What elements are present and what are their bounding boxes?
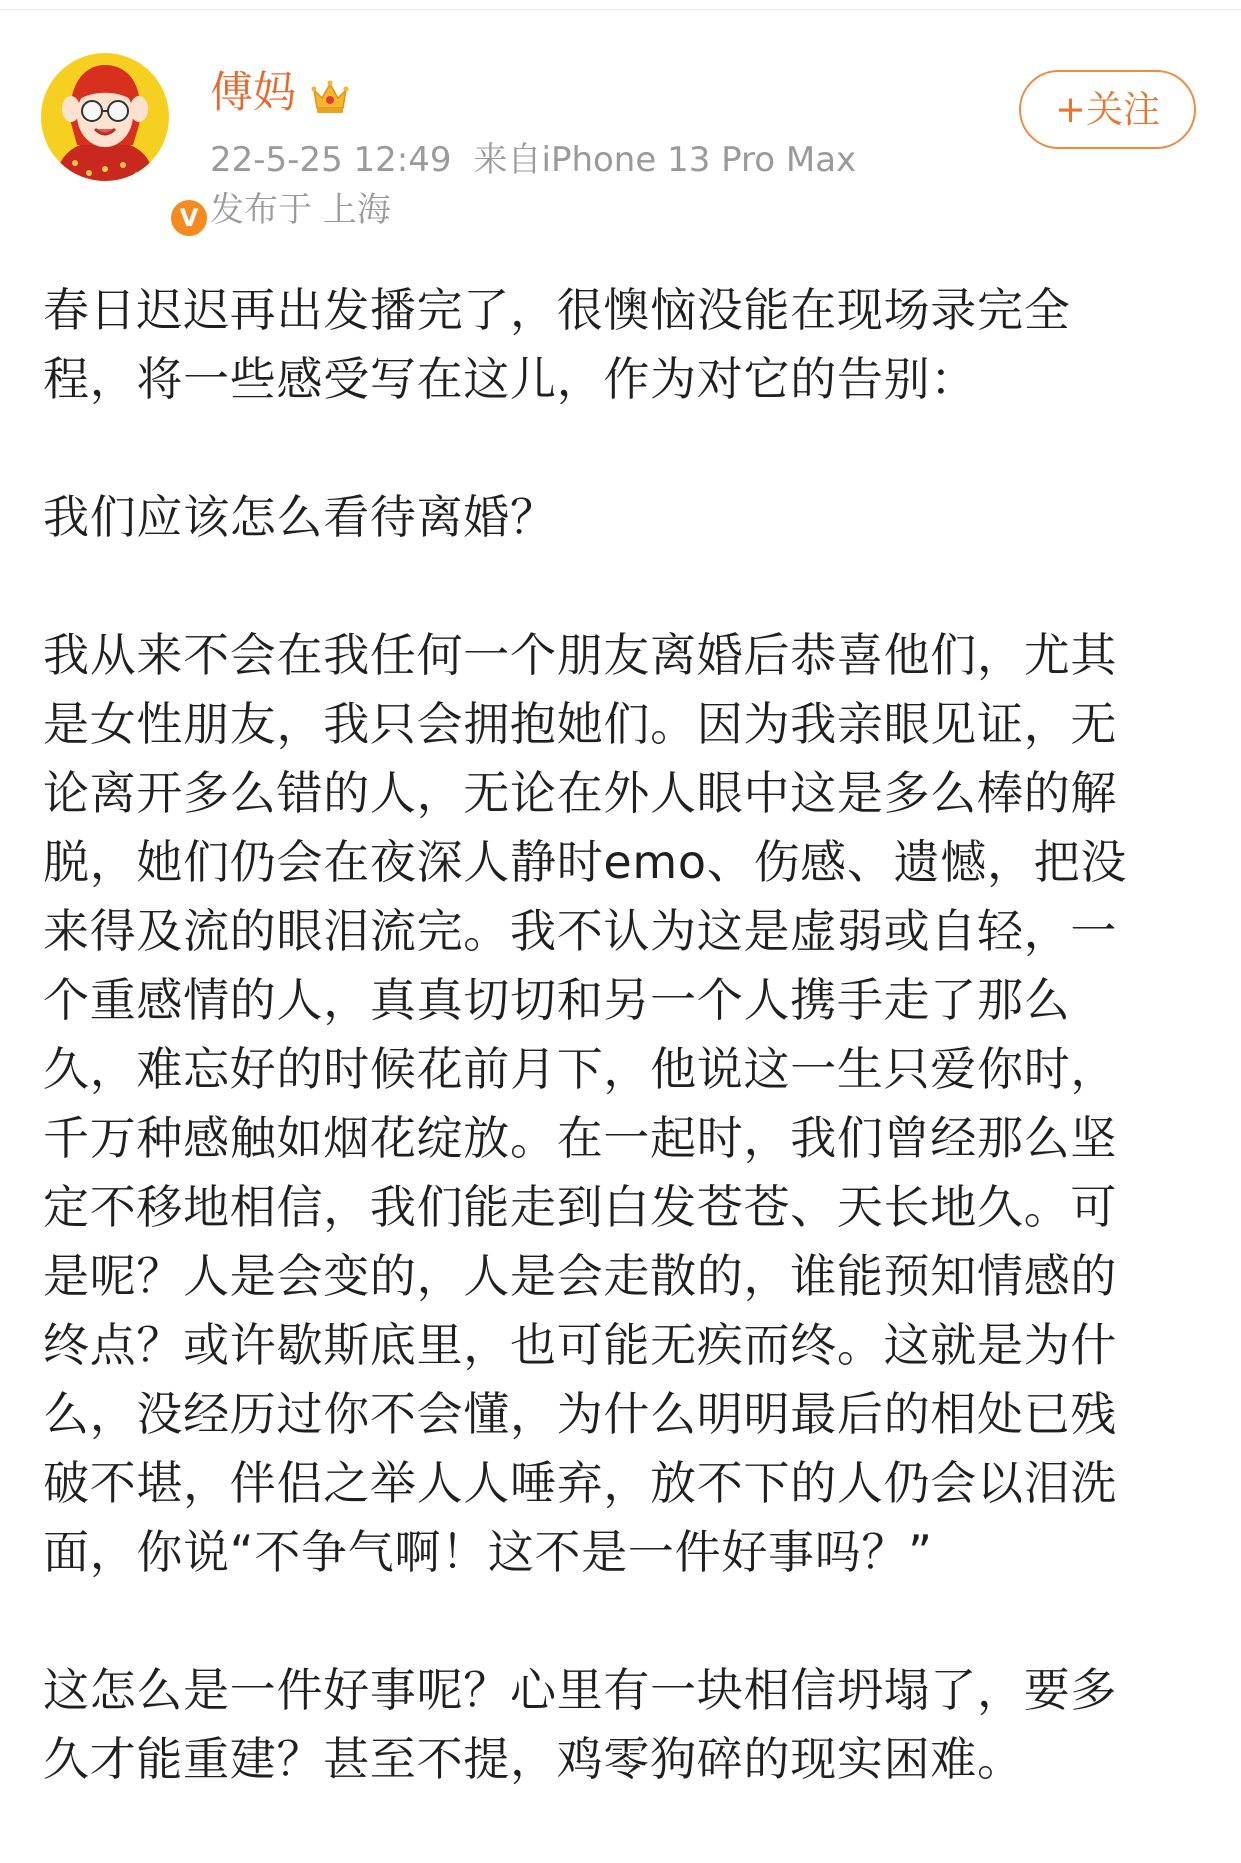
text-line: 春日迟迟再出发播完了，很懊恼没能在现场录完全 [43,283,1071,337]
text-line: 久才能重建？甚至不提，鸡零狗碎的现实困难。 [43,1732,1024,1786]
text-line: 这怎么是一件好事呢？心里有一块相信坍塌了，要多 [43,1663,1118,1717]
text-line: 面，你说“不争气啊！这不是一件好事吗？” [43,1525,933,1579]
verified-badge-icon: V [168,197,210,239]
text-line: 是女性朋友，我只会拥抱她们。因为我亲眼见证，无 [43,697,1118,751]
post-body [43,276,1223,1863]
post-meta [210,138,856,182]
text-line: 程，将一些感受写在这儿，作为对它的告别： [43,352,977,406]
text-line: 脱，她们仍会在夜深人静时emo、伤感、遗憾，把没 [43,835,1128,889]
paragraph [43,276,1223,414]
avatar-illustration [41,53,169,181]
author-name[interactable]: 傅妈 [210,68,296,118]
avatar[interactable] [41,53,199,232]
text-line: 论离开多么错的人，无论在外人眼中这是多么棒的解 [43,766,1118,820]
text-line: 我从来不会在我任何一个朋友离婚后恭喜他们，尤其 [43,628,1118,682]
top-divider [0,9,1241,10]
post-source: 来自iPhone 13 Pro Max [473,140,857,180]
crown-icon[interactable] [309,76,351,118]
follow-button[interactable]: +关注 [1019,70,1196,149]
text-line: 么，没经历过你不会懂，为什么明明最后的相处已残 [43,1387,1118,1441]
text-line: 定不移地相信，我们能走到白发苍苍、天长地久。可 [43,1180,1118,1234]
text-line: 我们应该怎么看待离婚？ [43,490,557,544]
paragraph [43,1656,1223,1794]
text-line: 千万种感触如烟花绽放。在一起时，我们曾经那么坚 [43,1111,1118,1165]
post-timestamp: 22-5-25 12:49 [210,140,452,180]
text-line: 终点？或许歇斯底里，也可能无疾而终。这就是为什 [43,1318,1118,1372]
post-location: 发布于 上海 [210,190,391,230]
paragraph [43,621,1223,1587]
text-line: 久，难忘好的时候花前月下，他说这一生只爱你时， [43,1042,1118,1096]
paragraph [43,483,1223,552]
text-line: 是呢？人是会变的，人是会走散的，谁能预知情感的 [43,1249,1118,1303]
text-line: 个重感情的人，真真切切和另一个人携手走了那么 [43,973,1071,1027]
text-line: 破不堪，伴侣之举人人唾弃，放不下的人仍会以泪洗 [43,1456,1118,1510]
text-line: 来得及流的眼泪流完。我不认为这是虚弱或自轻，一 [43,904,1118,958]
